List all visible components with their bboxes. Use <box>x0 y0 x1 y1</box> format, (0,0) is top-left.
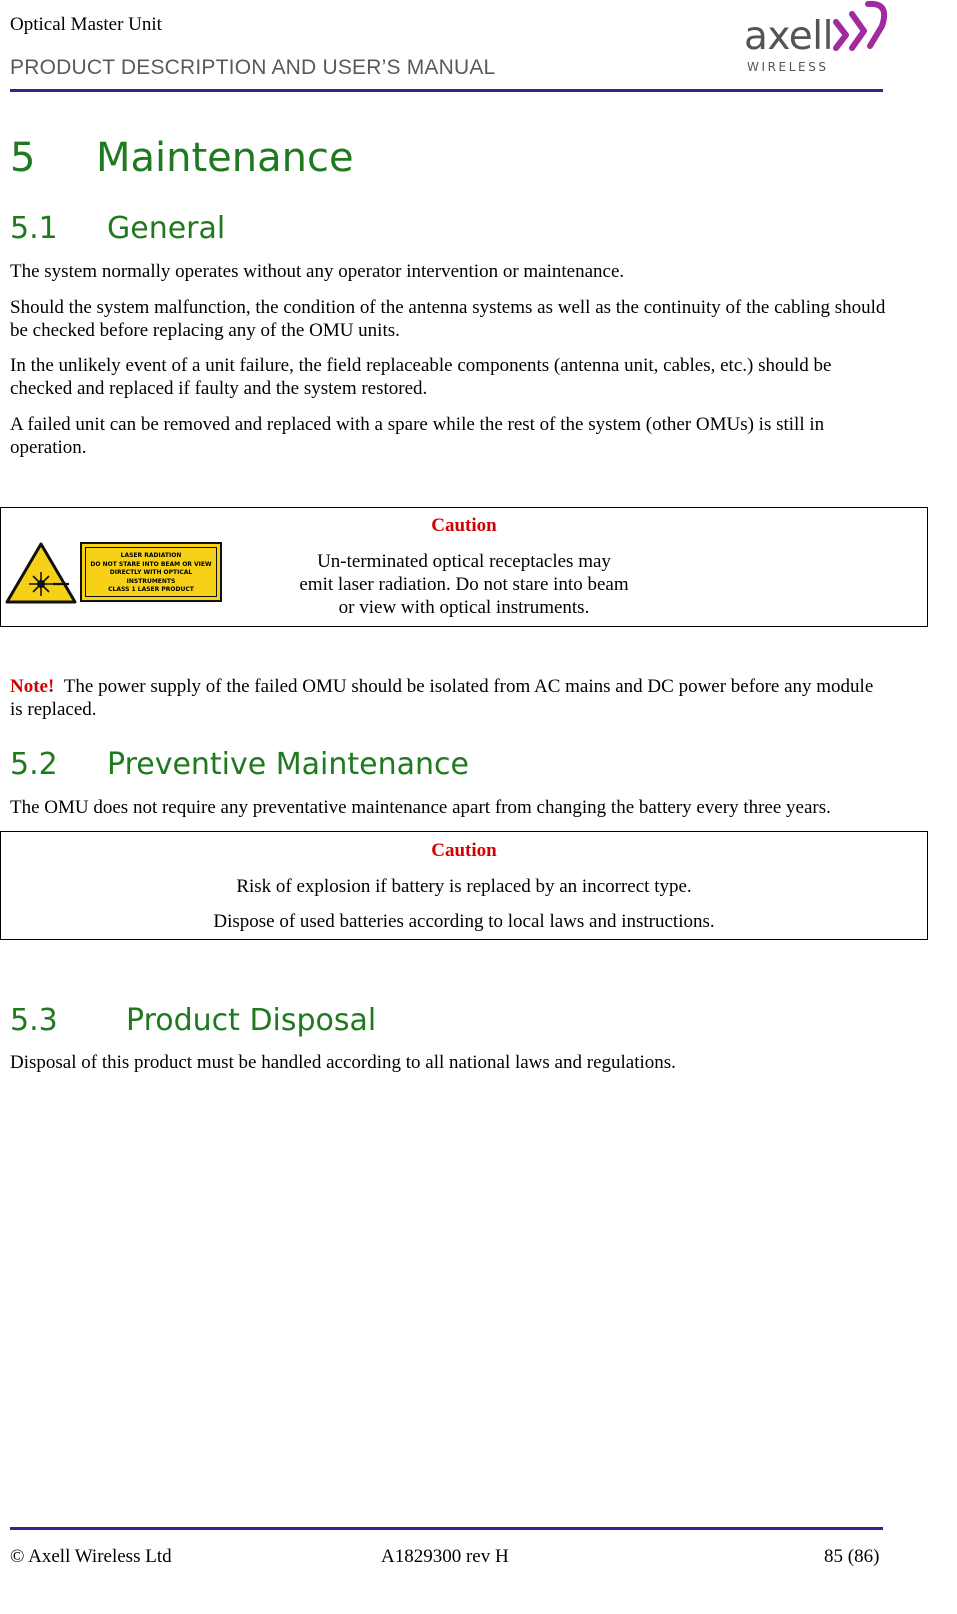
footer-copyright: © Axell Wireless Ltd <box>10 1546 172 1567</box>
note-paragraph <box>10 675 890 721</box>
preventive-number: 5.2 <box>10 747 58 782</box>
caution-text: Risk of explosion if battery is replaced by an incorrect type. <box>236 876 692 897</box>
document-subtitle: PRODUCT DESCRIPTION AND USER’S MANUAL <box>10 56 496 79</box>
label-line: DO NOT STARE INTO BEAM OR VIEW <box>90 560 212 568</box>
caution-line: or view with optical instruments. <box>338 597 590 618</box>
disposal-title: Product Disposal <box>126 1003 377 1038</box>
document-title: Optical Master Unit <box>10 14 162 35</box>
disposal-heading <box>10 1003 376 1038</box>
section-heading <box>10 135 354 181</box>
note-label: Note! <box>10 676 55 697</box>
preventive-heading <box>10 747 469 782</box>
general-paragraph-4: A failed unit can be removed and replaced with a spare while the rest of the system (other OMUs) is still in operation. <box>10 414 825 458</box>
label-line: DIRECTLY WITH OPTICAL <box>109 569 193 576</box>
caution-line: Un-terminated optical receptacles may <box>317 551 611 572</box>
header-rule <box>10 89 883 92</box>
label-line: INSTRUMENTS <box>126 577 176 585</box>
note-text: The power supply of the failed OMU should be isolated from AC mains and DC power before any module is replaced. <box>10 676 874 720</box>
battery-caution-box <box>0 831 928 940</box>
caution-title: Caution <box>431 515 497 536</box>
axell-logo <box>744 0 892 80</box>
section-number: 5 <box>10 135 36 181</box>
logo-waves-icon <box>830 0 892 56</box>
laser-product-label <box>80 542 222 602</box>
general-paragraph-1: The system normally operates without any operator intervention or maintenance. <box>10 261 625 282</box>
laser-caution-box <box>0 507 928 627</box>
caution-text: Dispose of used batteries according to local laws and instructions. <box>213 911 715 932</box>
general-title: General <box>107 211 226 246</box>
disposal-number: 5.3 <box>10 1003 58 1038</box>
logo-word: axell <box>744 14 833 59</box>
section-title: Maintenance <box>96 135 354 181</box>
label-line: CLASS 1 LASER PRODUCT <box>108 586 194 593</box>
caution-line: emit laser radiation. Do not stare into beam <box>299 574 629 595</box>
preventive-title: Preventive Maintenance <box>107 747 469 782</box>
footer-page-number: 85 (86) <box>824 1546 880 1567</box>
general-paragraph-2: Should the system malfunction, the condition of the antenna systems as well as the continuity of the cabling should be checked before replacing any of the OMU units. <box>10 297 886 341</box>
footer-rule <box>10 1527 883 1530</box>
disposal-paragraph: Disposal of this product must be handled according to all national laws and regulations. <box>10 1052 676 1073</box>
caution-title: Caution <box>431 840 497 861</box>
label-line: LASER RADIATION <box>120 552 182 559</box>
preventive-paragraph: The OMU does not require any preventative maintenance apart from changing the battery every three years. <box>10 797 831 818</box>
footer-doc-number: A1829300 rev H <box>381 1546 509 1567</box>
logo-sub: WIRELESS <box>747 60 829 74</box>
general-number: 5.1 <box>10 211 58 246</box>
general-paragraph-3: In the unlikely event of a unit failure, the field replaceable components (antenna unit, cables, etc.) should be checked and replaced if faulty and the system restored. <box>10 355 832 399</box>
general-heading <box>10 211 225 246</box>
laser-warning-icon <box>5 542 77 604</box>
